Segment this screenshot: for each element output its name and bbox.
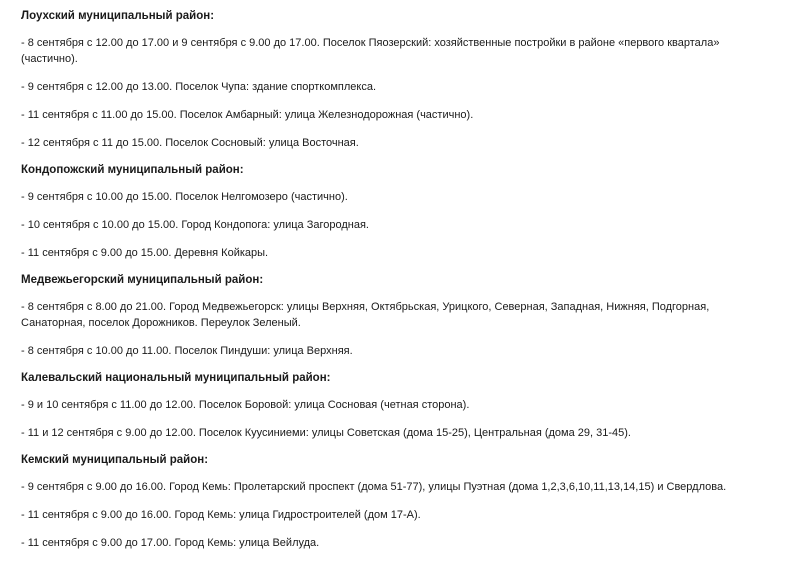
list-item: - 12 сентября с 11 до 15.00. Поселок Сосновый: улица Восточная. [21, 137, 359, 149]
list-item: - 10 сентября с 10.00 до 15.00. Город Кондопога: улица Загородная. [21, 219, 369, 231]
list-item: - 9 сентября с 10.00 до 15.00. Поселок Нелгомозеро (частично). [21, 191, 348, 203]
list-item: - 8 сентября с 8.00 до 21.00. Город Медвежьегорск: улицы Верхняя, Октябрьская, Урицкого, Северная, Западная, Нижняя, Подгорная, Санаторная, поселок Дорожников. Переулок Зеленый. [21, 301, 710, 329]
section-medvezhyegorsky [21, 273, 766, 359]
list-item: - 11 сентября с 9.00 до 17.00. Город Кемь: улица Вейлуда. [21, 537, 320, 549]
list-item: - 8 сентября с 10.00 до 11.00. Поселок Пиндуши: улица Верхняя. [21, 345, 353, 357]
section-heading: Медвежьегорский муниципальный район: [21, 274, 264, 286]
section-kalevalsky [21, 371, 766, 441]
section-loukhsky [21, 9, 766, 151]
list-item: - 11 и 12 сентября с 9.00 до 12.00. Поселок Куусиниеми: улицы Советская (дома 15-25), Центральная (дома 29, 31-45). [21, 427, 631, 439]
section-heading: Кемский муниципальный район: [21, 454, 209, 466]
list-item: - 9 сентября с 9.00 до 16.00. Город Кемь: Пролетарский проспект (дома 51-77), улицы Пуэтная (дома 1,2,3,6,10,11,13,14,15) и Свердлова. [21, 481, 727, 493]
list-item: - 11 сентября с 9.00 до 16.00. Город Кемь: улица Гидростроителей (дом 17-А). [21, 509, 421, 521]
section-kemsky [21, 453, 766, 551]
list-item: - 9 сентября с 12.00 до 13.00. Поселок Чупа: здание спорткомплекса. [21, 81, 377, 93]
list-item: - 8 сентября с 12.00 до 17.00 и 9 сентября с 9.00 до 17.00. Поселок Пяозерский: хозяйственные постройки в районе «первого квартала» (частично). [21, 37, 720, 65]
list-item: - 11 сентября с 11.00 до 15.00. Поселок Амбарный: улица Железнодорожная (частично). [21, 109, 474, 121]
section-heading: Калевальский национальный муниципальный район: [21, 372, 331, 384]
section-heading: Кондопожский муниципальный район: [21, 164, 244, 176]
section-kondopozhsky [21, 163, 766, 261]
section-heading: Лоухский муниципальный район: [21, 10, 215, 22]
list-item: - 9 и 10 сентября с 11.00 до 12.00. Поселок Боровой: улица Сосновая (четная сторона). [21, 399, 470, 411]
list-item: - 11 сентября с 9.00 до 15.00. Деревня Койкары. [21, 247, 269, 259]
